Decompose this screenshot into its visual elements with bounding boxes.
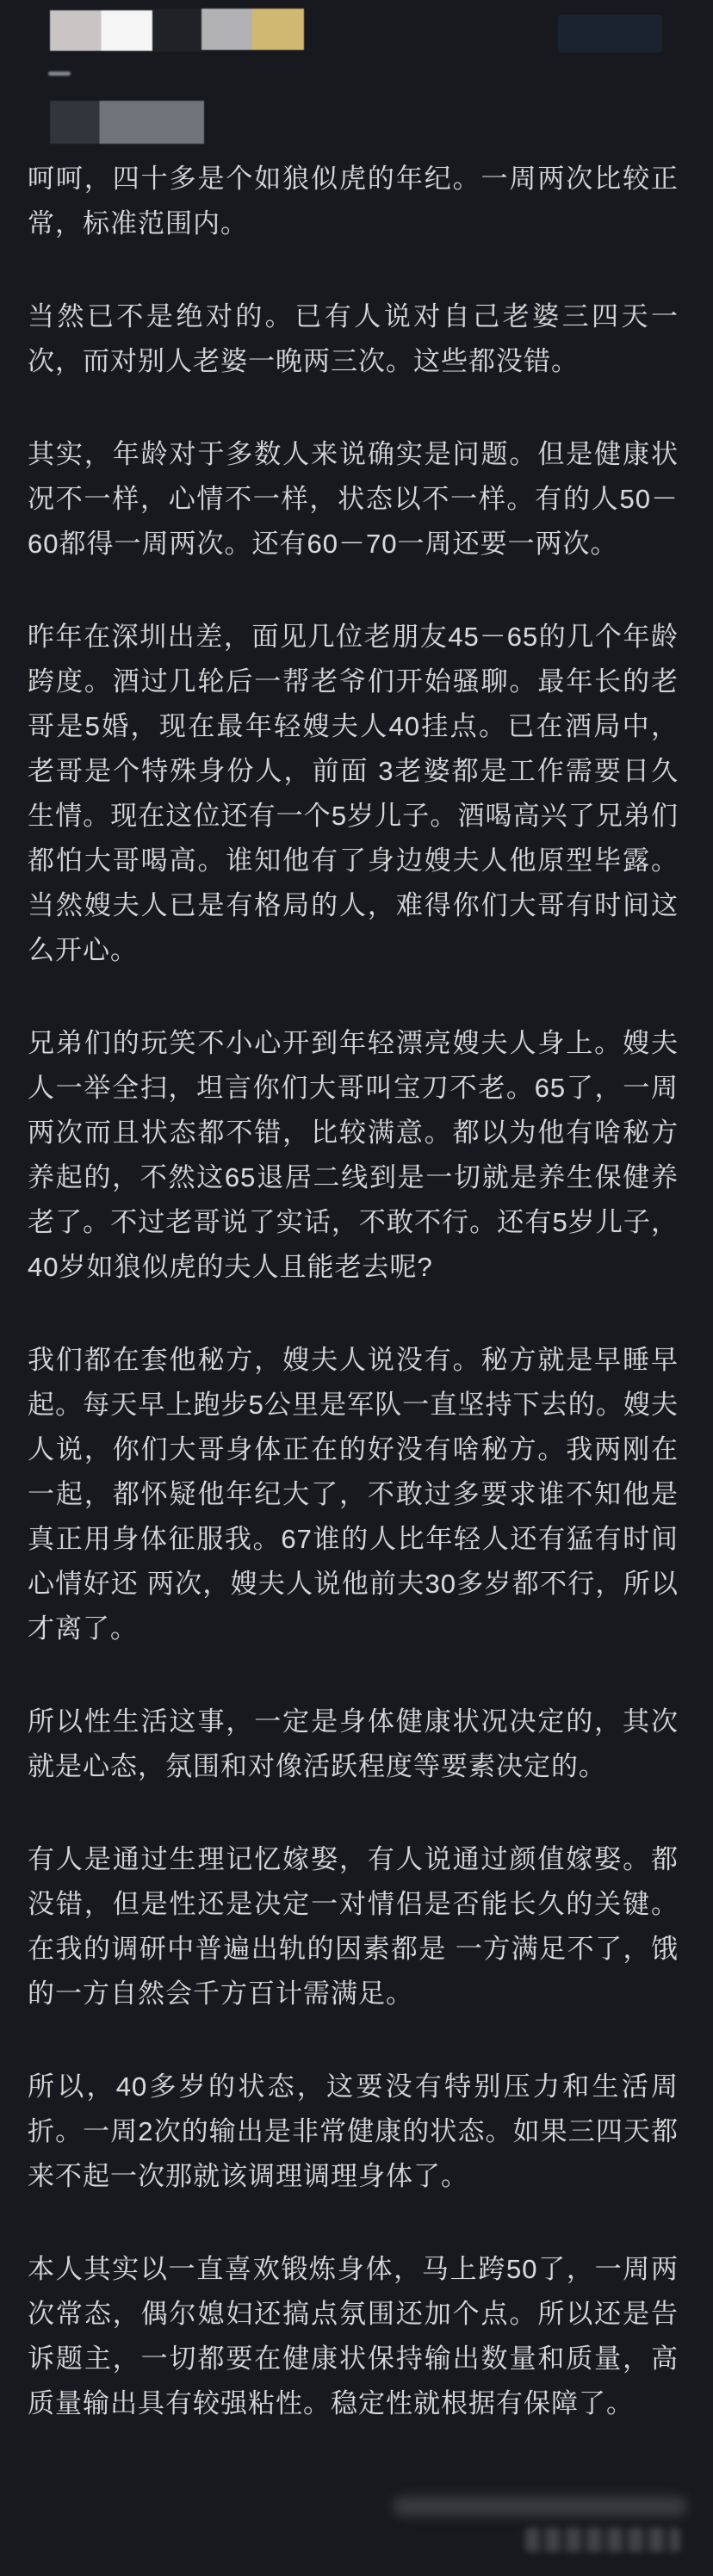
redacted-user-chip [50,10,152,51]
post-paragraph-5: 兄弟们的玩笑不小心开到年轻漂亮嫂夫人身上。嫂夫人一举全扫，坦言你们大哥叫宝刀不老。65了，一周两次而且状态都不错，比较满意。都以为他有啥秘方养起的，不然这65退居二线到是一切就是养生保健养老了。不过老哥说了实话，不敢不行。还有5岁儿子，40岁如狼似虎的夫人且能老去呢? [28,1028,679,1282]
post-paragraph-7: 所以性生活这事，一定是身体健康状况决定的，其次就是心态，氛围和对像活跃程度等要素决定的。 [28,1706,679,1781]
post-paragraph-4: 昨年在深圳出差，面见几位老朋友45－65的几个年龄跨度。酒过几轮后一帮老爷们开始骚聊。最年长的老哥是5婚，现在最年轻嫂夫人40挂点。已在酒局中，老哥是个特殊身份人，前面 3老婆都是工作需要日久生情。现在这位还有一个5岁儿子。酒喝高兴了兄弟们都怕大哥喝高。谁知他有了身边嫂夫人他原型毕露。当然嫂夫人已是有格局的人，难得你们大哥有时间这么开心。 [28,622,679,965]
post-paragraph-1: 呵呵，四十多是个如狼似虎的年纪。一周两次比较正常，标准范围内。 [28,164,679,238]
watermark-blur-smear [393,2497,687,2516]
watermark-text-blur [525,2528,680,2552]
post-paragraph-9: 所以，40多岁的状态，这要没有特别压力和生活周折。一周2次的输出是非常健康的状态。如果三四天都来不起一次那就该调理调理身体了。 [28,2071,679,2191]
post-paragraph-8: 有人是通过生理记忆嫁娶，有人说通过颜值嫁娶。都没错，但是性还是决定一对情侣是否能长久的关键。在我的调研中普遍出轨的因素都是 一方满足不了，饿的一方自然会千方百计需满足。 [28,1844,679,2009]
post-body [28,157,679,2426]
redacted-badge-chip [153,9,202,52]
post-paragraph-10: 本人其实以一直喜欢锻炼身体，马上跨50了，一周两次常态，偶尔媳妇还搞点氛围还加个点。所以还是告诉题主，一切都要在健康状保持输出数量和质量，高质量输出具有较强粘性。稳定性就根据有保障了。 [28,2254,679,2418]
redacted-follow-button[interactable] [558,15,662,53]
redacted-tag-chip [202,9,304,50]
post-paragraph-3: 其实，年龄对于多数人来说确实是问题。但是健康状况不一样，心情不一样，状态以不一样。有的人50－60都得一周两次。还有60－70一周还要一两次。 [28,439,679,559]
post-paragraph-6: 我们都在套他秘方，嫂夫人说没有。秘方就是早睡早起。每天早上跑步5公里是军队一直坚持下去的。嫂夫人说，你们大哥身体正在的好没有啥秘方。我两刚在一起，都怀疑他年纪大了，不敢过多要求谁不知他是真正用身体征服我。67谁的人比年轻人还有猛有时间心情好还 两次，嫂夫人说他前夫30多岁都不行，所以才离了。 [28,1345,679,1644]
redacted-dash [48,71,71,76]
post-paragraph-2: 当然已不是绝对的。已有人说对自己老婆三四天一次，而对别人老婆一晚两三次。这些都没错。 [28,301,679,376]
redacted-meta-chip [50,101,204,144]
